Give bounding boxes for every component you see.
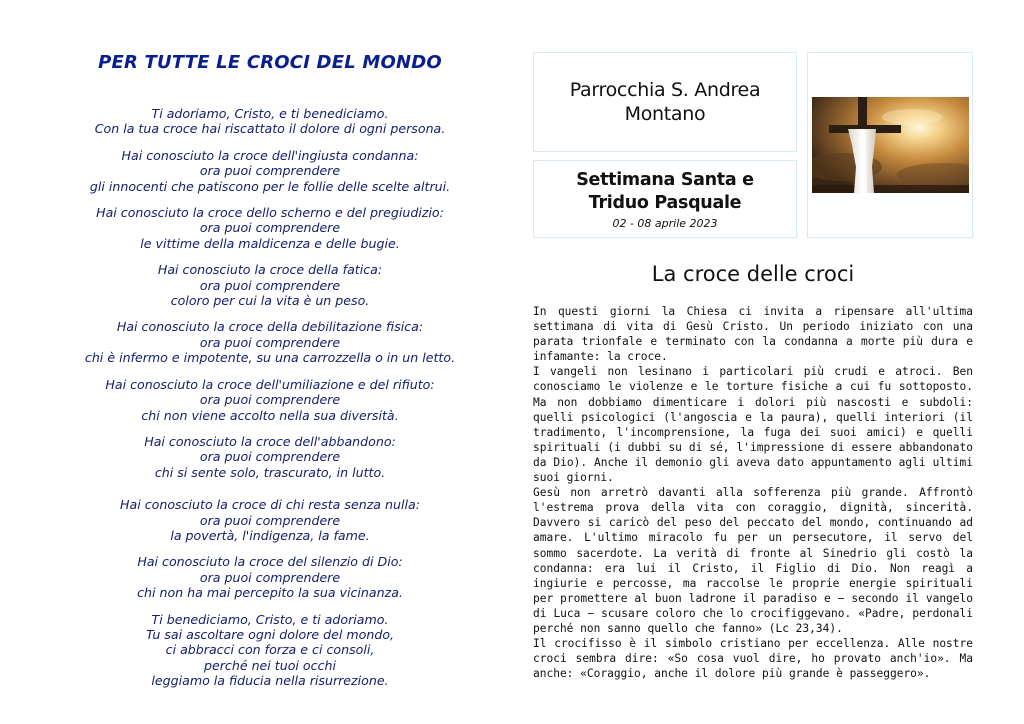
poem-stanza: [60, 554, 480, 600]
poem-line: ora puoi comprendere: [199, 512, 341, 528]
poem-line: ora puoi comprendere: [199, 392, 341, 408]
parish-name: Parrocchia S. Andrea: [569, 79, 761, 101]
poem-line: Hai conosciuto la croce dell'ingiusta condanna:: [121, 147, 419, 163]
article-paragraph: I vangeli non lesinano i particolari più crudi e atroci. Ben conosciamo le violenze e le torture fisiche a cui fu sottoposto. Ma non dobbiamo dimenticare i dolori più nascosti e subdoli: quelli psicologici (l'angoscia e la paura), quelli interiori (il tradimento, l'incomprensione, la fuga dei suoi amici) e quelli spirituali (i dubbi su di sé, l'impressione di essere abbandonato da Dio). Anche il demonio gli aveva dato appuntamento agli ultimi suoi giorni.: [533, 365, 973, 485]
cross-photo-icon: [812, 97, 969, 193]
poem-stanza: [60, 319, 480, 365]
article-paragraph: Il crocifisso è il simbolo cristiano per eccellenza. Alle nostre croci sembra dire: «So cosa vuol dire, ho provato anch'io». Ma anche: «Coraggio, anche il dolore più grande è passeggero».: [533, 637, 973, 681]
poem-line: ora puoi comprendere: [199, 334, 341, 350]
poem-line: ora puoi comprendere: [199, 449, 341, 465]
poem-line: Hai conosciuto la croce della fatica:: [157, 262, 383, 278]
holy-week-box: [533, 160, 797, 238]
holy-week-line1: Settimana Santa e: [576, 169, 754, 190]
poem-line: leggiamo la fiducia nella risurrezione.: [151, 673, 389, 689]
poem-line: la povertà, l'indigenza, la fame.: [170, 527, 370, 543]
poem-stanza: [60, 205, 480, 251]
article-title: La croce delle croci: [651, 262, 855, 286]
poem-line: Con la tua croce hai riscattato il dolore di ogni persona.: [94, 121, 446, 137]
poem-line: Hai conosciuto la croce della debilitazione fisica:: [116, 319, 424, 335]
poem-line: Hai conosciuto la croce dell'abbandono:: [144, 433, 396, 449]
article-body: [533, 304, 973, 681]
poem-line: ora puoi comprendere: [199, 220, 341, 236]
poem-line: le vittime della maldicenza e delle bugie.: [140, 235, 400, 251]
poem-line: Ti adoriamo, Cristo, e ti benediciamo.: [151, 106, 389, 121]
parish-location: Montano: [624, 103, 706, 125]
poem-line: chi si sente solo, trascurato, in lutto.: [154, 464, 386, 480]
poem-stanza: [60, 612, 480, 689]
poem-line: gli innocenti che patiscono per le follie delle scelte altrui.: [89, 178, 451, 194]
article-paragraph: In questi giorni la Chiesa ci invita a ripensare all'ultima settimana di vita di Gesù Cristo. Un periodo iniziato con una parata trionfale e terminato con la condanna a morte più dura e infamante: la croce.: [533, 305, 973, 364]
poem-line: chi non ha mai percepito la sua vicinanza.: [137, 585, 403, 601]
poem-line: Hai conosciuto la croce dell'umiliazione e del rifiuto:: [105, 376, 435, 392]
poem-stanza: [60, 497, 480, 543]
poem-line: Hai conosciuto la croce dello scherno e del pregiudizio:: [96, 205, 444, 221]
poem-title: PER TUTTE LE CROCI DEL MONDO: [98, 52, 442, 73]
poem-line: ora puoi comprendere: [199, 163, 341, 179]
date-range: 02 - 08 aprile 2023: [612, 216, 718, 230]
poem-stanza: [60, 434, 480, 480]
poem-line: Tu sai ascoltare ogni dolore del mondo,: [145, 626, 395, 642]
poem-line: chi non viene accolto nella sua diversità.: [141, 407, 399, 423]
poem: [60, 106, 480, 689]
image-box: [807, 52, 973, 238]
poem-stanza: [60, 106, 480, 137]
parish-box: [533, 52, 797, 152]
poem-line: perché nei tuoi occhi: [204, 657, 336, 673]
article-paragraph: Gesù non arretrò davanti alla sofferenza più grande. Affrontò l'estrema prova della vita con coraggio, dignità, sincerità. Davvero si caricò del peso del peccato del mondo, continuando ad amare. L'ultimo miracolo fu per un persecutore, il servo del sommo sacerdote. La verità di fronte al Sinedrio gli costò la condanna: era lui il Cristo, il Figlio di Dio. Non reagì a ingiurie e percosse, ma raccolse le proprie energie spirituali per promettere al buon ladrone il paradiso e − secondo il vangelo di Luca − scusare coloro che lo crocifiggevano. «Padre, perdonali perché non sanno quello che fanno» (Lc 23,34).: [533, 486, 973, 635]
poem-line: coloro per cui la vita è un peso.: [170, 293, 370, 309]
poem-stanza: [60, 377, 480, 423]
holy-week-line2: Triduo Pasquale: [588, 192, 742, 213]
poem-line: ci abbracci con forza e ci consoli,: [165, 642, 375, 658]
poem-line: Ti benediciamo, Cristo, e ti adoriamo.: [151, 611, 389, 627]
poem-stanza: [60, 262, 480, 308]
poem-line: ora puoi comprendere: [199, 569, 341, 585]
poem-line: Hai conosciuto la croce del silenzio di Dio:: [137, 554, 403, 570]
poem-stanza: [60, 148, 480, 194]
poem-line: Hai conosciuto la croce di chi resta senza nulla:: [120, 497, 420, 513]
poem-line: ora puoi comprendere: [199, 277, 341, 293]
poem-line: chi è infermo e impotente, su una carrozzella o in un letto.: [84, 350, 456, 366]
